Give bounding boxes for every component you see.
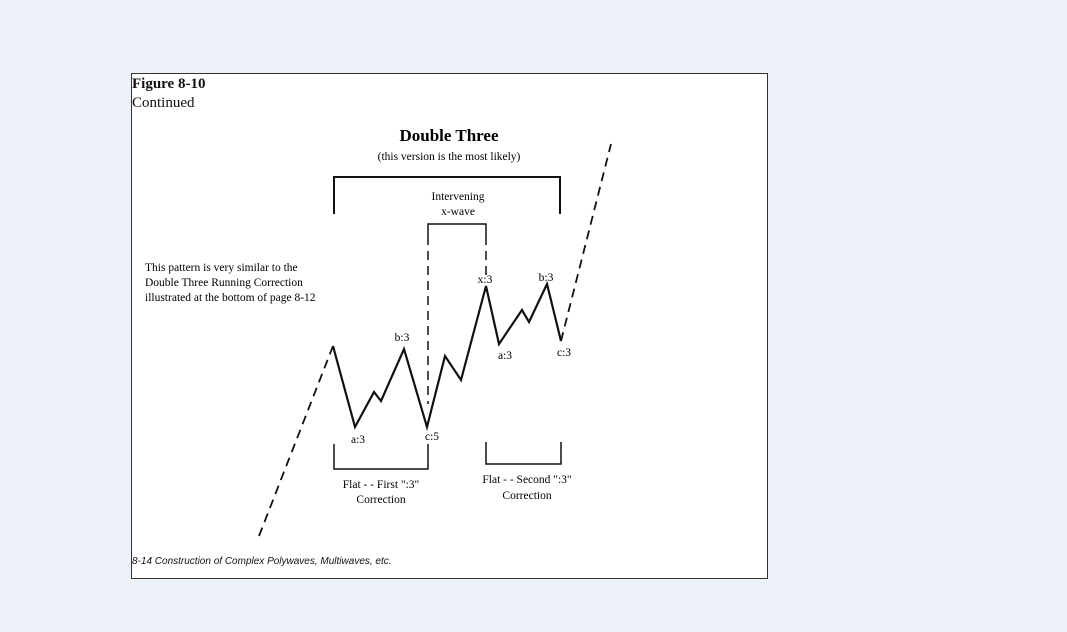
note-line-1: This pattern is very similar to the [145,262,298,274]
wave-label-x: x:3 [477,274,493,286]
diagram-subtitle: (this version is the most likely) [377,151,521,163]
wave-label-a1: a:3 [350,434,366,446]
wave-label-b2: b:3 [538,272,554,284]
figure-label: Figure 8-10 [132,76,206,92]
diagram-title: Double Three [399,126,499,145]
x-wave-bracket [428,224,486,236]
wave-label-c1: c:5 [424,431,440,443]
wave-path [333,284,561,427]
x-wave-label: x-wave [441,206,475,218]
double-three-diagram [132,74,768,579]
second-correction-label-2: Correction [502,490,552,502]
second-correction-bracket [486,442,561,464]
wave-label-c2: c:3 [556,347,572,359]
first-correction-label-2: Correction [356,494,406,506]
figure-continued-label: Continued [132,95,195,111]
note-line-3: illustrated at the bottom of page 8-12 [145,292,316,304]
page-footer: 8-14 Construction of Complex Polywaves, Multiwaves, etc. [132,556,392,567]
wave-label-a2: a:3 [497,350,513,362]
note-line-2: Double Three Running Correction [145,277,303,289]
incoming-dashed-trend [259,346,333,536]
first-correction-bracket [334,444,428,469]
second-correction-label: Flat - - Second ":3" [482,474,572,486]
first-correction-label: Flat - - First ":3" [342,479,420,491]
intervening-label: Intervening [431,191,485,203]
wave-label-b1: b:3 [394,332,410,344]
document-page [131,73,768,579]
outgoing-dashed-trend [561,144,611,341]
